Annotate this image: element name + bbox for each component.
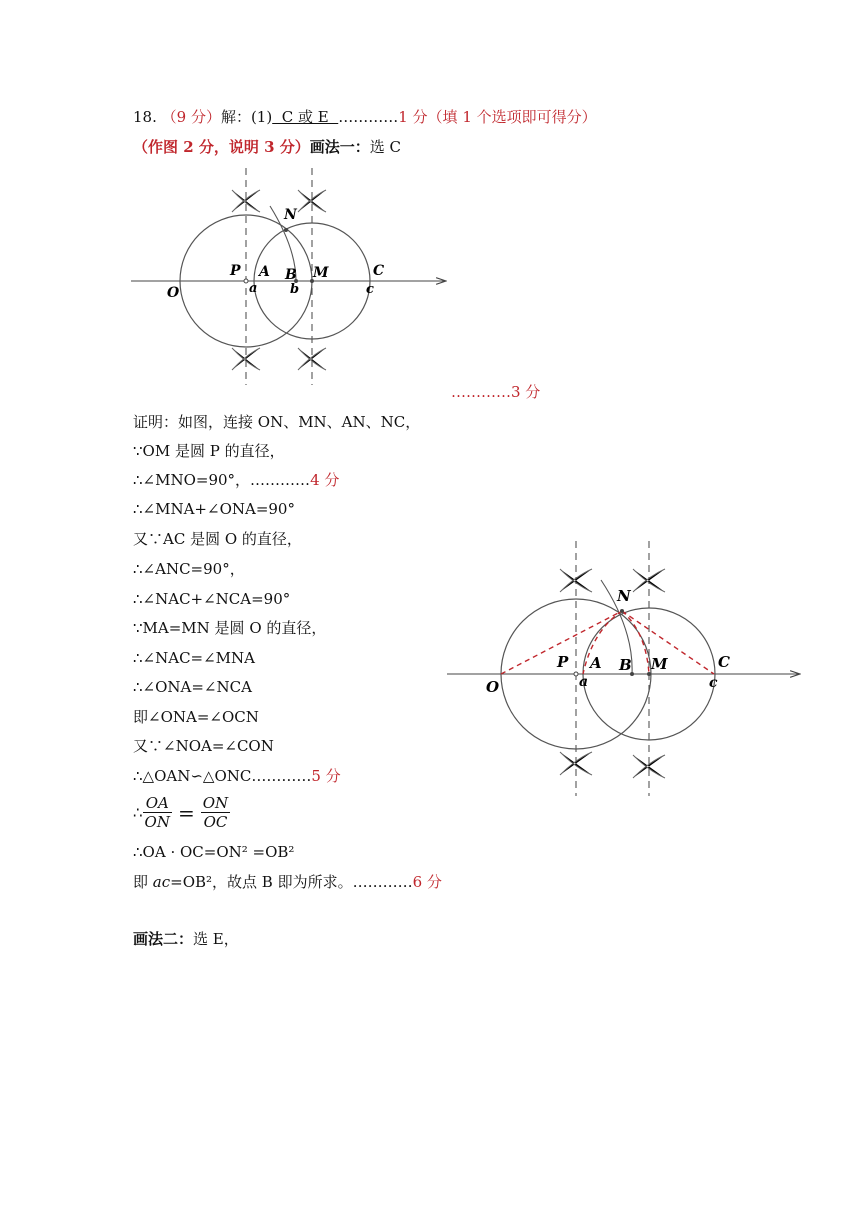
fig2-label-a: a <box>579 674 589 690</box>
fraction-1-denominator: ON <box>144 813 170 831</box>
proof-line-16 <box>133 872 442 892</box>
fraction-2-denominator: OC <box>203 813 228 831</box>
proof-line-16-var: ac <box>152 873 171 891</box>
fig2-label-M: M <box>651 655 668 673</box>
fig2-label-N: N <box>617 587 631 605</box>
method2-line <box>133 929 239 949</box>
fig2-label-O: O <box>486 678 500 696</box>
fig1-label-a: a <box>249 281 258 296</box>
blank-answer: C 或 E <box>272 108 339 126</box>
fig2-label-B: B <box>619 656 632 674</box>
fig1-label-P: P <box>230 263 241 279</box>
method2-label: 画法二： <box>133 930 194 948</box>
problem-header <box>133 107 597 127</box>
proof-line-3 <box>133 470 339 490</box>
proof-line-15: ∴OA · OC=ON² =OB² <box>133 843 295 861</box>
fraction-1-numerator: OA <box>143 794 172 813</box>
dots1: ………… <box>338 108 399 126</box>
proof-line-1: 证明：如图，连接 ON、MN、AN、NC， <box>133 413 421 431</box>
fig1-label-b: b <box>290 282 300 297</box>
proof-line-3-points: 4 分 <box>310 471 340 489</box>
fig2-label-C: C <box>718 653 730 671</box>
method1-line <box>133 137 401 157</box>
proof-line-2: ∵OM 是圆 P 的直径， <box>133 442 285 460</box>
proof-line-16-points: 6 分 <box>412 873 442 891</box>
proportion-line <box>133 794 230 831</box>
proof-line-13-points: 5 分 <box>311 767 341 785</box>
points1: 1 分（填 1 个选项即可得分） <box>398 108 597 126</box>
construction-figure-1 <box>128 163 458 388</box>
solve-prefix: 解：(1) <box>220 108 273 126</box>
fig1-label-B: B <box>285 267 297 283</box>
method1-label: 画法一： <box>309 138 370 156</box>
score-after-figure: …………3 分 <box>451 383 541 401</box>
problem-score: （9 分） <box>161 108 221 126</box>
method2-text: 选 E， <box>193 930 239 948</box>
problem-number: 18. <box>133 108 157 126</box>
proof-line-12: 又∵∠NOA=∠CON <box>133 737 274 755</box>
proof-line-4: ∴∠MNA+∠ONA=90° <box>133 500 295 518</box>
proof-line-8: ∵MA=MN 是圆 O 的直径， <box>133 619 327 637</box>
equals-sign: = <box>177 800 195 825</box>
score-note: （作图 2 分，说明 3 分） <box>133 138 310 156</box>
construction-figure-2 <box>444 537 804 799</box>
proof-line-5: 又∵AC 是圆 O 的直径， <box>133 530 302 548</box>
proof-line-9: ∴∠NAC=∠MNA <box>133 649 255 667</box>
fraction-2-numerator: ON <box>202 794 229 812</box>
fraction-on-oc <box>201 794 230 831</box>
proof-line-13 <box>133 766 341 786</box>
fig2-label-c: c <box>709 675 718 691</box>
fig1-label-C: C <box>373 263 385 279</box>
fig1-label-N: N <box>284 207 297 223</box>
fig1-label-c: c <box>366 282 374 297</box>
proof-line-13-text: ∴△OAN∽△ONC………… <box>133 767 312 785</box>
proof-line-3-text: ∴∠MNO=90°，………… <box>133 471 311 489</box>
fig2-label-A: A <box>590 654 602 672</box>
fig2-label-P: P <box>557 653 569 671</box>
fig1-label-O: O <box>167 285 180 301</box>
proof-line-7: ∴∠NAC+∠NCA=90° <box>133 590 291 608</box>
proportion-prefix: ∴ <box>133 803 143 822</box>
fig1-label-A: A <box>259 264 270 280</box>
proof-line-6: ∴∠ANC=90°， <box>133 560 245 578</box>
fig1-label-M: M <box>313 265 329 281</box>
proof-line-16-prefix: 即 <box>133 873 153 891</box>
proof-line-16-text: =OB²，故点 B 即为所求。………… <box>170 873 413 891</box>
proof-line-10: ∴∠ONA=∠NCA <box>133 678 252 696</box>
fraction-oa-on <box>143 794 172 831</box>
method1-choice: 选 C <box>369 138 402 156</box>
proof-line-11: 即∠ONA=∠OCN <box>133 708 259 726</box>
